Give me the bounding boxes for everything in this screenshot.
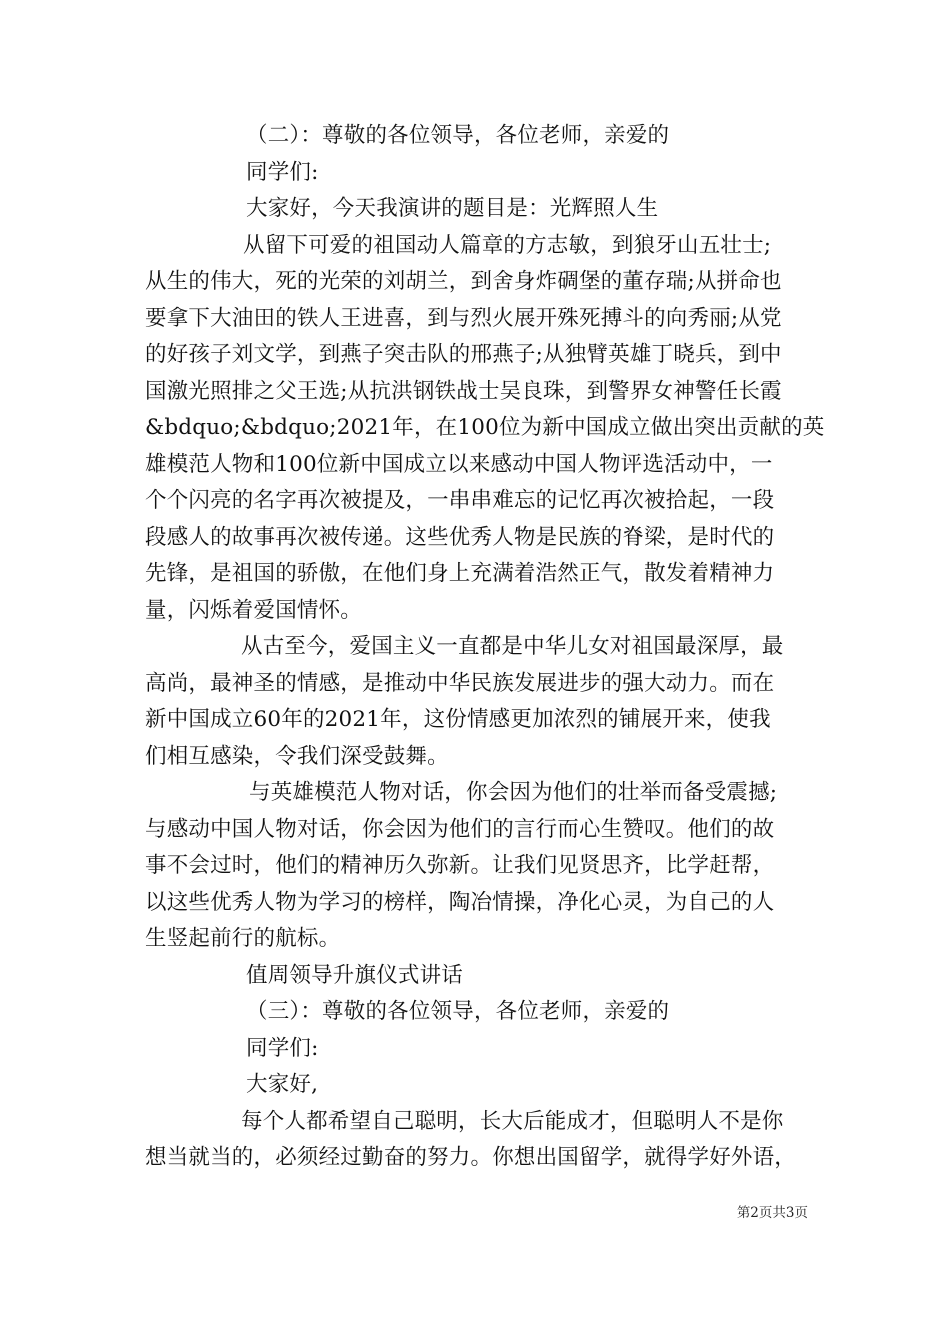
text-line: 想当就当的，必须经过勤奋的努力。你想出国留学，就得学好外语， — [145, 1145, 797, 1170]
text-line: 量，闪烁着爱国情怀。 — [145, 597, 363, 623]
text-line: 大家好, — [246, 1072, 319, 1097]
text-line: 们相互感染，令我们深受鼓舞。 — [145, 743, 449, 769]
text-line: （二）：尊敬的各位领导，各位老师，亲爱的 — [246, 123, 670, 148]
text-line: （三）：尊敬的各位领导，各位老师，亲爱的 — [246, 999, 670, 1024]
text-line: 个个闪亮的名字再次被提及，一串串难忘的记忆再次被拾起，一段 — [145, 488, 775, 513]
text-line: 段感人的故事再次被传递。这些优秀人物是民族的脊梁，是时代的 — [145, 524, 775, 550]
text-line: 以这些优秀人物为学习的榜样，陶冶情操，净化心灵，为自己的人 — [145, 889, 775, 915]
text-line: 大家好，今天我演讲的题目是：光辉照人生 — [246, 196, 659, 221]
text-line: 从古至今，爱国主义一直都是中华儿女对祖国最深厚，最 — [241, 634, 784, 659]
document-body — [145, 118, 825, 1177]
text-line: 同学们: — [246, 159, 319, 185]
text-line: &bdquo;&bdquo;2021年，在100位为新中国成立做出突出贡献的英 — [145, 415, 825, 440]
text-line: 每个人都希望自己聪明，长大后能成才，但聪明人不是你 — [241, 1108, 784, 1134]
text-line: 先锋，是祖国的骄傲，在他们身上充满着浩然正气，散发着精神力 — [145, 561, 775, 586]
text-line: 事不会过时，他们的精神历久弥新。让我们见贤思齐，比学赶帮， — [145, 853, 775, 878]
page-number: 第2页共3页 — [736, 1205, 808, 1221]
text-line: 雄模范人物和100位新中国成立以来感动中国人物评选活动中，一 — [145, 451, 773, 477]
text-line: 要拿下大油田的铁人王进喜，到与烈火展开殊死搏斗的向秀丽;从党 — [145, 305, 782, 331]
text-line: 同学们: — [246, 1035, 319, 1061]
text-line: 高尚，最神圣的情感，是推动中华民族发展进步的强大动力。而在 — [145, 670, 775, 696]
text-line: 新中国成立60年的2021年，这份情感更加浓烈的铺展开来，使我 — [145, 707, 771, 732]
text-line: 从留下可爱的祖国动人篇章的方志敏，到狼牙山五壮士; — [243, 232, 772, 258]
text-line: 与感动中国人物对话，你会因为他们的言行而心生赞叹。他们的故 — [145, 816, 775, 842]
text-line: 值周领导升旗仪式讲话 — [246, 962, 464, 988]
text-line: 国激光照排之父王选;从抗洪钢铁战士吴良珠，到警界女神警任长霞 — [145, 378, 782, 404]
text-line: 的好孩子刘文学，到燕子突击队的邢燕子;从独臂英雄丁晓兵，到中 — [145, 342, 782, 367]
text-line: 生竖起前行的航标。 — [145, 926, 341, 951]
text-line: 从生的伟大，死的光荣的刘胡兰，到舍身炸碉堡的董存瑞;从拼命也 — [145, 269, 782, 294]
text-line: 与英雄模范人物对话，你会因为他们的壮举而备受震撼; — [249, 780, 778, 805]
